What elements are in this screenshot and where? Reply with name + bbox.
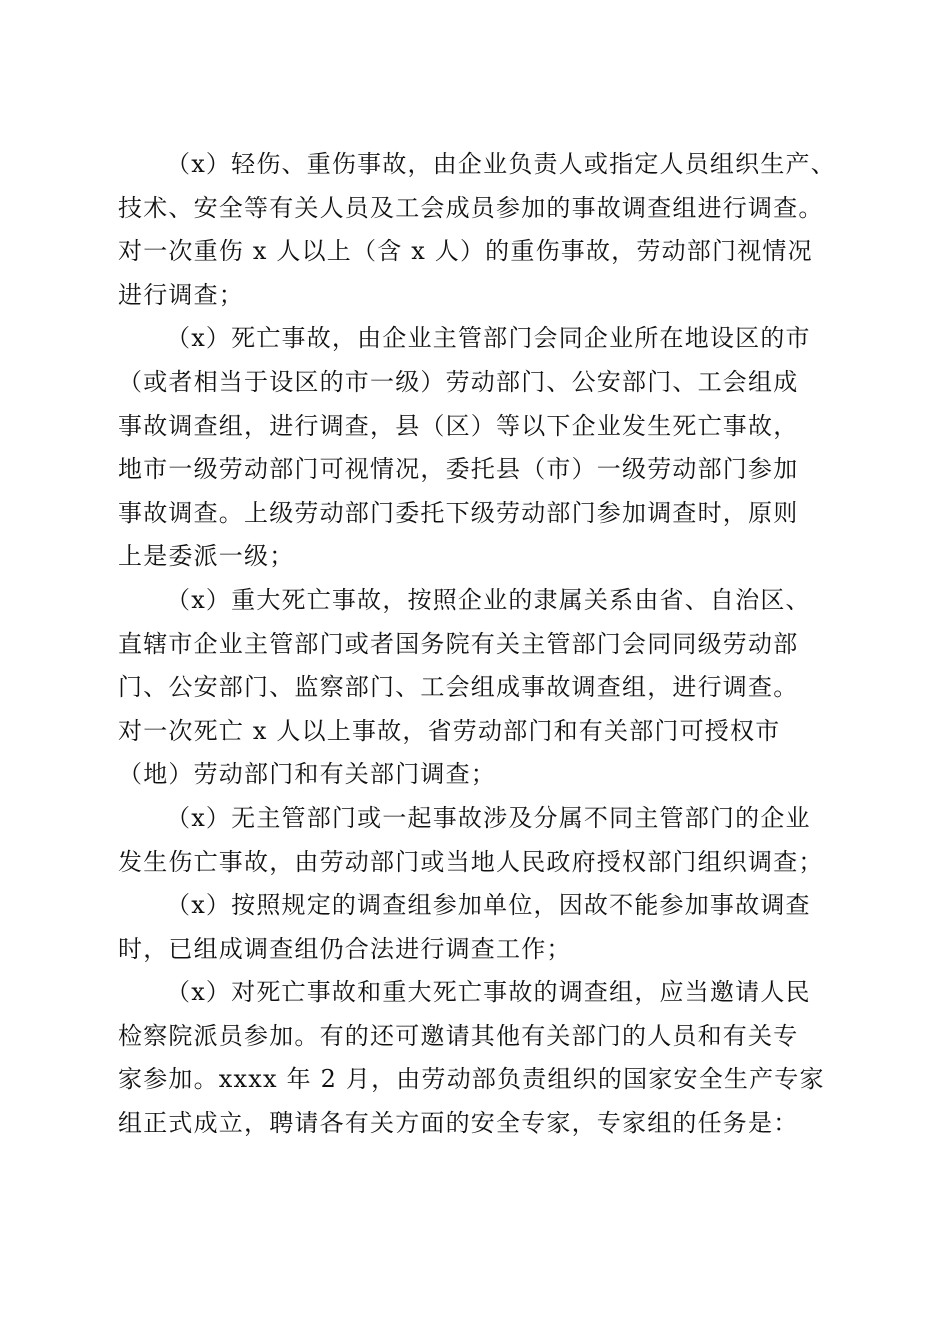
text-line: 组正式成立，聘请各有关方面的安全专家，专家组的任务是：: [118, 1109, 799, 1138]
text-line: 对一次死亡 x 人以上事故，省劳动部门和有关部门可授权市: [118, 716, 781, 745]
text-line: 上是委派一级；: [118, 542, 295, 571]
text-line: （x）无主管部门或一起事故涉及分属不同主管部门的企业: [166, 803, 811, 832]
text-line: 直辖市企业主管部门或者国务院有关主管部门会同同级劳动部: [118, 629, 799, 658]
text-line: 技术、安全等有关人员及工会成员参加的事故调查组进行调查。: [118, 193, 824, 222]
text-line: （x）按照规定的调查组参加单位，因故不能参加事故调查: [166, 891, 811, 920]
text-line: （x）对死亡事故和重大死亡事故的调查组，应当邀请人民: [166, 978, 811, 1007]
text-line: （x）轻伤、重伤事故，由企业负责人或指定人员组织生产、: [166, 150, 836, 178]
text-line: 门、公安部门、监察部门、工会组成事故调查组，进行调查。: [118, 673, 799, 702]
text-line: （地）劳动部门和有关部门调查；: [118, 760, 496, 789]
text-line: 家参加。xxxx 年 2 月，由劳动部负责组织的国家安全生产专家: [118, 1065, 825, 1094]
text-line: 事故调查。上级劳动部门委托下级劳动部门参加调查时，原则: [118, 498, 799, 527]
document-body: [118, 143, 838, 1146]
text-line: （或者相当于设区的市一级）劳动部门、公安部门、工会组成: [118, 367, 799, 396]
text-line: 事故调查组，进行调查，县（区）等以下企业发生死亡事故，: [118, 411, 799, 440]
text-line: 发生伤亡事故，由劳动部门或当地人民政府授权部门组织调查；: [118, 847, 824, 876]
text-line: （x）重大死亡事故，按照企业的隶属关系由省、自治区、: [166, 585, 811, 614]
text-line: （x）死亡事故，由企业主管部门会同企业所在地设区的市: [166, 324, 811, 353]
text-line: 进行调查；: [118, 280, 244, 309]
text-line: 时，已组成调查组仍合法进行调查工作；: [118, 934, 572, 963]
text-line: 检察院派员参加。有的还可邀请其他有关部门的人员和有关专: [118, 1021, 799, 1050]
text-line: 对一次重伤 x 人以上（含 x 人）的重伤事故，劳动部门视情况: [118, 237, 813, 266]
text-line: 地市一级劳动部门可视情况，委托县（市）一级劳动部门参加: [118, 455, 799, 484]
